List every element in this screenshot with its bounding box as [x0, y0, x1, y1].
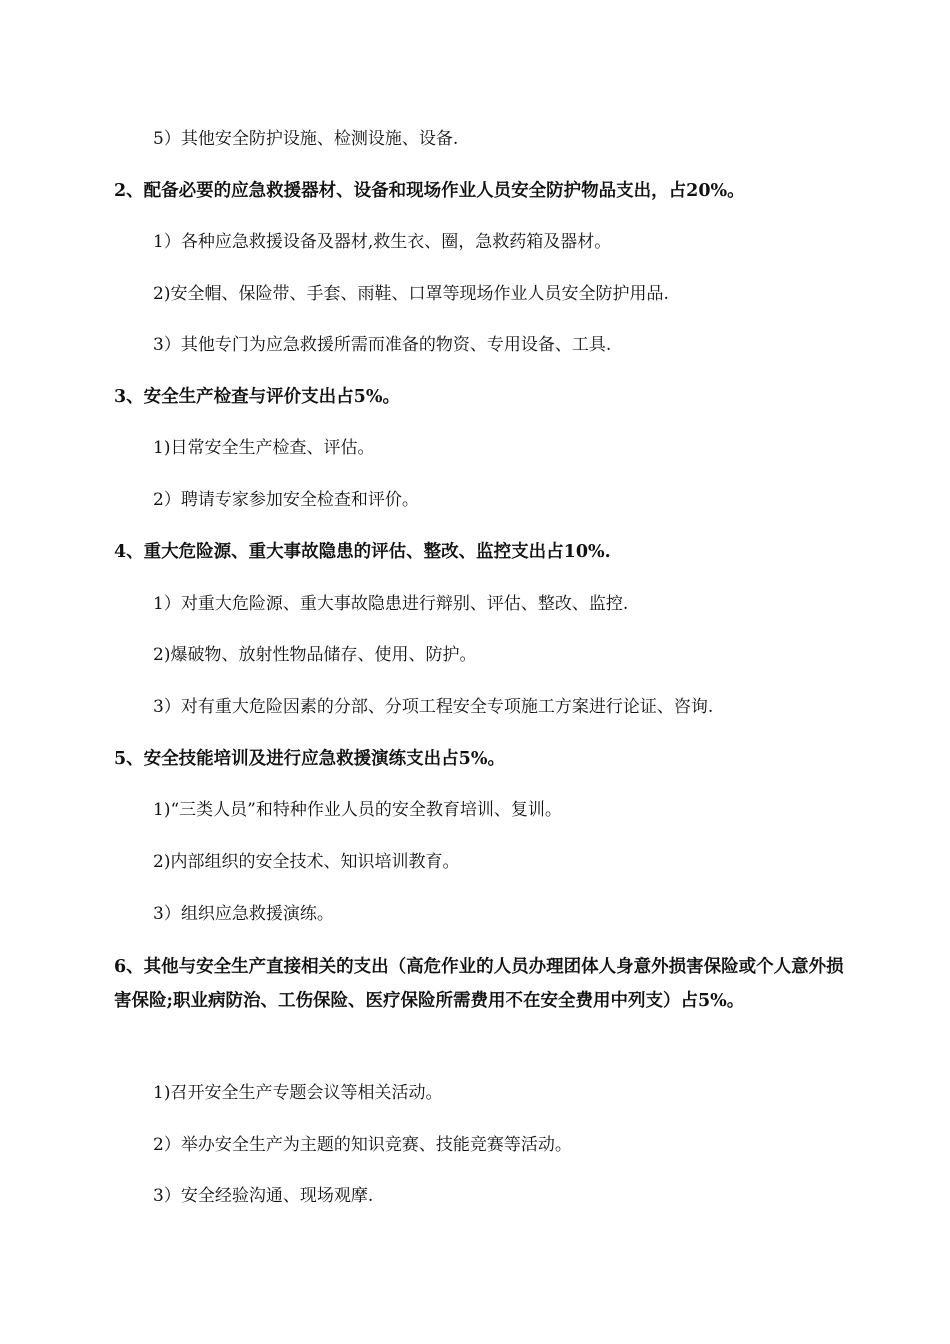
list-item: 2）聘请专家参加安全检查和评价。 [153, 490, 419, 510]
list-item: 3）其他专门为应急救援所需而准备的物资、专用设备、工具. [153, 335, 612, 355]
list-item: 1)召开安全生产专题会议等相关活动。 [153, 1083, 443, 1103]
section-heading: 6、其他与安全生产直接相关的支出（高危作业的人员办理团体人身意外损害保险或个人意外损害保险;职业病防治、工伤保险、医疗保险所需费用不在安全费用中列支）占5%。 [114, 957, 844, 1011]
list-item: 2）举办安全生产为主题的知识竞赛、技能竞赛等活动。 [153, 1135, 572, 1155]
section-heading: 2、配备必要的应急救援器材、设备和现场作业人员安全防护物品支出，占20%。 [114, 181, 745, 201]
list-item: 5）其他安全防护设施、检测设施、设备. [153, 129, 459, 149]
list-item: 1）对重大危险源、重大事故隐患进行辩别、评估、整改、监控. [153, 594, 629, 614]
section-heading: 5、安全技能培训及进行应急救援演练支出占5%。 [114, 749, 505, 769]
section-heading: 3、安全生产检查与评价支出占5%。 [114, 387, 400, 407]
list-item: 1)日常安全生产检查、评估。 [153, 438, 375, 458]
list-item: 3）安全经验沟通、现场观摩. [153, 1186, 374, 1206]
list-item: 2)安全帽、保险带、手套、雨鞋、口罩等现场作业人员安全防护用品. [153, 284, 669, 304]
list-item: 3）组织应急救援演练。 [153, 904, 334, 924]
list-item: 1）各种应急救援设备及器材,救生衣、圈，急救药箱及器材。 [153, 232, 612, 252]
section-heading: 4、重大危险源、重大事故隐患的评估、整改、监控支出占10%. [114, 542, 611, 562]
list-item: 2)爆破物、放射性物品储存、使用、防护。 [153, 645, 477, 665]
list-item: 2)内部组织的安全技术、知识培训教育。 [153, 852, 460, 872]
list-item: 3）对有重大危险因素的分部、分项工程安全专项施工方案进行论证、咨询. [153, 697, 714, 717]
list-item: 1)“三类人员”和特种作业人员的安全教育培训、复训。 [153, 800, 562, 820]
